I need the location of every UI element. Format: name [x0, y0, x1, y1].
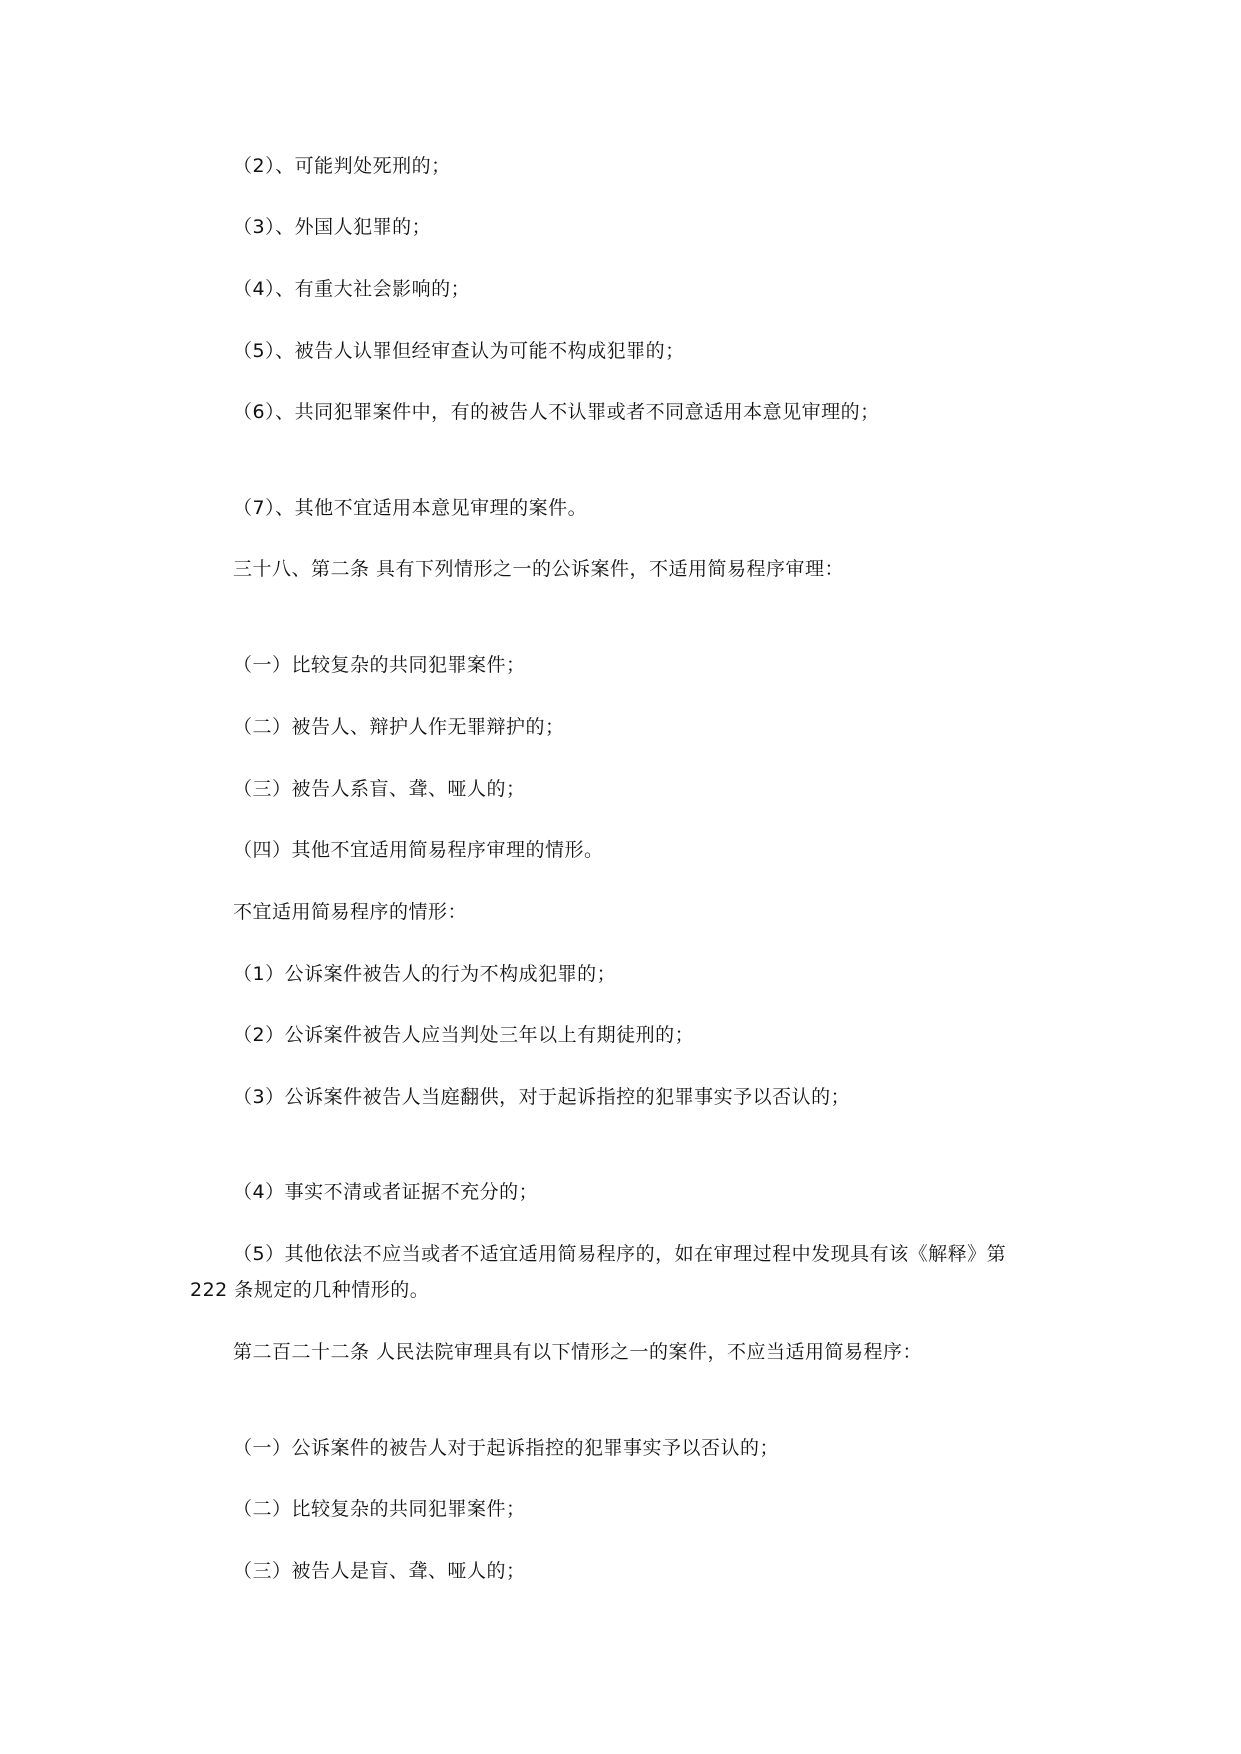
item-6-joint-crime-not-admitting: （6）、共同犯罪案件中，有的被告人不认罪或者不同意适用本意见审理的； [233, 401, 880, 423]
case-5-other-unsuitable: （5）其他依法不应当或者不适宜适用简易程序的，如在审理过程中发现具有该《解释》第 [233, 1243, 1007, 1265]
article-38-heading: 三十八、第二条 具有下列情形之一的公诉案件，不适用简易程序审理： [233, 558, 845, 580]
item-4-major-social-impact: （4）、有重大社会影响的； [233, 278, 471, 300]
clause-3-blind-deaf-mute: （三）被告人系盲、聋、哑人的； [233, 778, 526, 800]
article-222-clause-3: （三）被告人是盲、聋、哑人的； [233, 1560, 526, 1582]
item-3-foreigner-crime: （3）、外国人犯罪的； [233, 216, 432, 238]
clause-2-innocence-defense: （二）被告人、辩护人作无罪辩护的； [233, 716, 565, 738]
item-5-may-not-constitute-crime: （5）、被告人认罪但经审查认为可能不构成犯罪的； [233, 340, 685, 362]
case-1-not-crime: （1）公诉案件被告人的行为不构成犯罪的； [233, 963, 617, 985]
case-4-unclear-facts: （4）事实不清或者证据不充分的； [233, 1181, 539, 1203]
article-222-heading: 第二百二十二条 人民法院审理具有以下情形之一的案件，不应当适用简易程序： [233, 1341, 923, 1363]
clause-1-complex-joint-crime: （一）比较复杂的共同犯罪案件； [233, 654, 526, 676]
case-3-retract-confession: （3）公诉案件被告人当庭翻供，对于起诉指控的犯罪事实予以否认的； [233, 1086, 851, 1108]
unsuitable-summary-heading: 不宜适用简易程序的情形： [233, 901, 468, 923]
item-2-death-penalty: （2）、可能判处死刑的； [233, 155, 451, 177]
clause-4-other-situations: （四）其他不宜适用简易程序审理的情形。 [233, 839, 604, 861]
article-222-clause-2: （二）比较复杂的共同犯罪案件； [233, 1498, 526, 1520]
article-222-clause-1: （一）公诉案件的被告人对于起诉指控的犯罪事实予以否认的； [233, 1437, 780, 1459]
case-5-continuation: 222 条规定的几种情形的。 [190, 1279, 430, 1301]
case-2-three-years-sentence: （2）公诉案件被告人应当判处三年以上有期徒刑的； [233, 1024, 695, 1046]
item-7-other-cases: （7）、其他不宜适用本意见审理的案件。 [233, 497, 588, 519]
